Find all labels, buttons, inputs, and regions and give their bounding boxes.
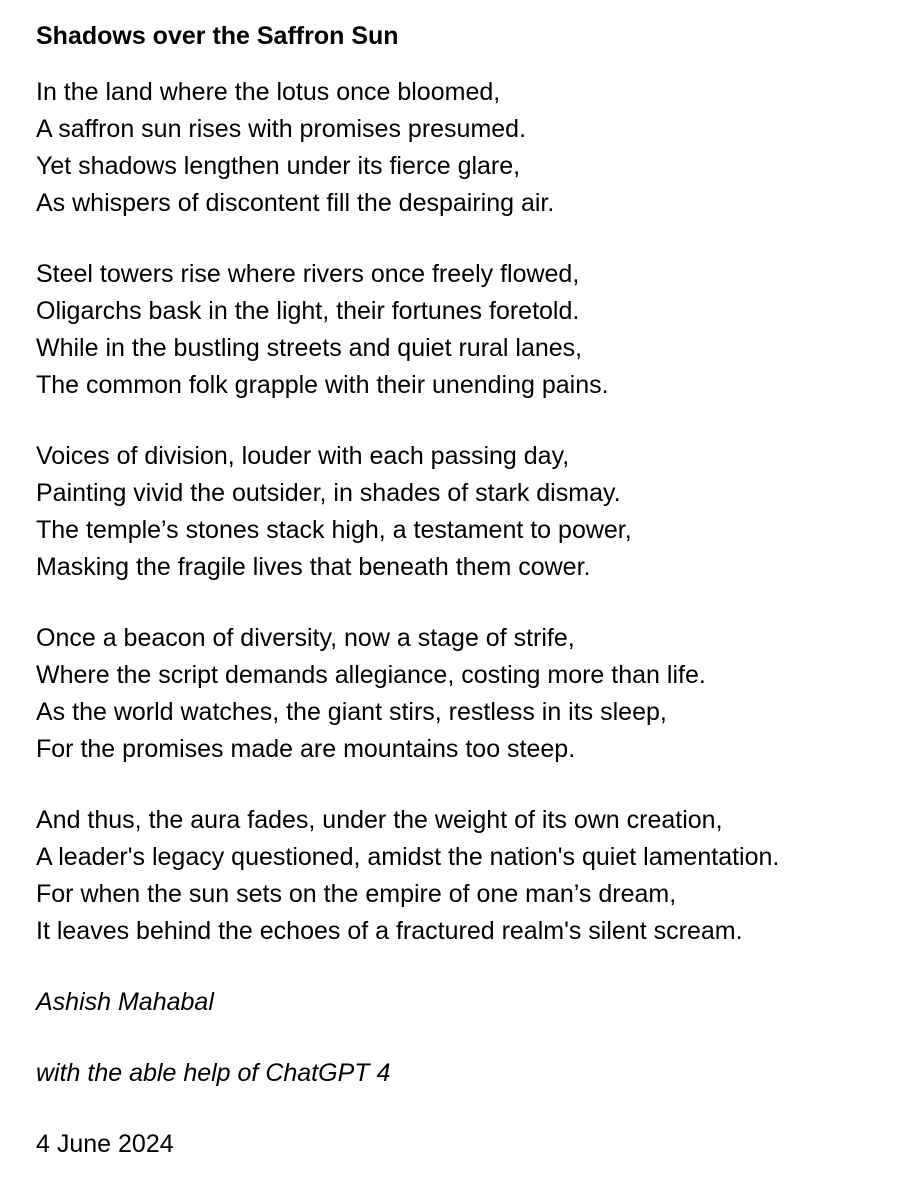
poem-line: For when the sun sets on the empire of one man’s dream, xyxy=(36,880,677,908)
poem-date: 4 June 2024 xyxy=(36,1130,174,1158)
stanza-3 xyxy=(36,438,896,586)
poem-line: Steel towers rise where rivers once freely flowed, xyxy=(36,260,580,288)
poem-line: Where the script demands allegiance, costing more than life. xyxy=(36,661,706,689)
poem-credit: with the able help of ChatGPT 4 xyxy=(36,1059,391,1087)
poem-line: The temple’s stones stack high, a testament to power, xyxy=(36,516,632,544)
stanza-2 xyxy=(36,256,896,404)
poem-line: The common folk grapple with their unending pains. xyxy=(36,371,609,399)
poem-line: A saffron sun rises with promises presumed. xyxy=(36,115,527,143)
poem-title: Shadows over the Saffron Sun xyxy=(36,22,399,50)
poem-line: Masking the fragile lives that beneath them cower. xyxy=(36,553,591,581)
poem-line: While in the bustling streets and quiet rural lanes, xyxy=(36,334,583,362)
poem-line: Once a beacon of diversity, now a stage of strife, xyxy=(36,624,575,652)
poem-line: Voices of division, louder with each passing day, xyxy=(36,442,570,470)
poem-line: As whispers of discontent fill the despairing air. xyxy=(36,189,555,217)
stanza-1 xyxy=(36,74,896,222)
poem-line: A leader's legacy questioned, amidst the nation's quiet lamentation. xyxy=(36,843,780,871)
poem-author: Ashish Mahabal xyxy=(36,988,214,1016)
poem-line: Painting vivid the outsider, in shades of stark dismay. xyxy=(36,479,621,507)
stanza-4 xyxy=(36,620,896,768)
poem-document xyxy=(36,18,896,1163)
poem-line: Oligarchs bask in the light, their fortunes foretold. xyxy=(36,297,580,325)
poem-line: Yet shadows lengthen under its fierce glare, xyxy=(36,152,521,180)
poem-line: As the world watches, the giant stirs, restless in its sleep, xyxy=(36,698,667,726)
stanza-5 xyxy=(36,802,896,950)
poem-line: In the land where the lotus once bloomed, xyxy=(36,78,501,106)
poem-line: It leaves behind the echoes of a fractured realm's silent scream. xyxy=(36,917,743,945)
poem-line: For the promises made are mountains too steep. xyxy=(36,735,576,763)
poem-line: And thus, the aura fades, under the weight of its own creation, xyxy=(36,806,723,834)
